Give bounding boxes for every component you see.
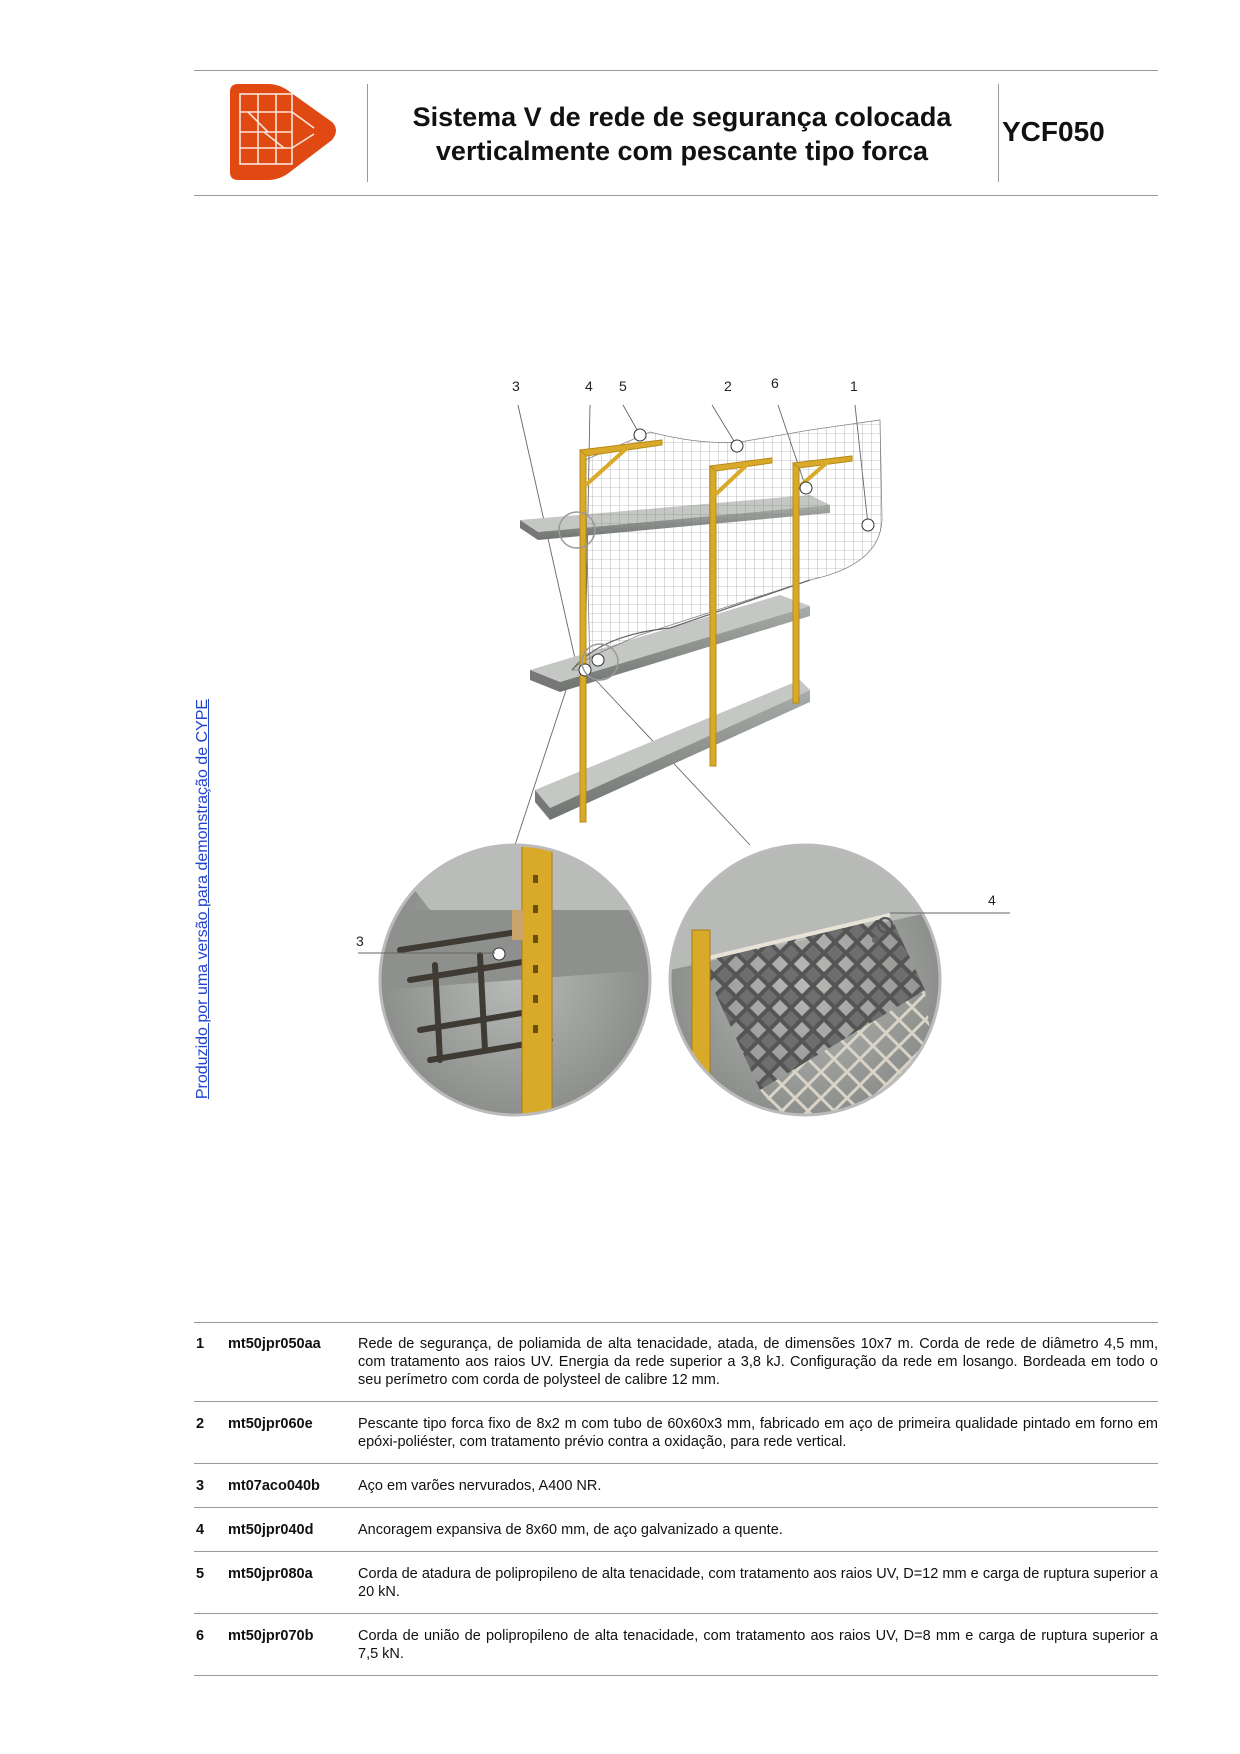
- row-description: Corda de união de polipropileno de alta tenacidade, com tratamento aos raios UV, D=8 mm e carga de ruptura superior a 7,5 kN.: [358, 1628, 1158, 1662]
- row-code: mt50jpr080a: [228, 1566, 313, 1582]
- row-description: Aço em varões nervurados, A400 NR.: [358, 1478, 602, 1494]
- title-line-2: verticalmente com pescante tipo forca: [435, 136, 929, 166]
- detail-label-4: 4: [988, 892, 996, 908]
- label-6: 6: [771, 375, 779, 391]
- row-code: mt50jpr040d: [228, 1522, 314, 1538]
- row-number: 3: [196, 1478, 205, 1494]
- row-number: 4: [196, 1522, 205, 1538]
- row-description: Ancoragem expansiva de 8x60 mm, de aço galvanizado a quente.: [358, 1522, 783, 1538]
- row-code: mt07aco040b: [228, 1478, 320, 1494]
- label-1: 1: [850, 378, 858, 394]
- demo-watermark-link[interactable]: Produzido por uma versão para demonstração de CYPE: [194, 698, 211, 1100]
- construction-illustration: [340, 370, 1020, 1170]
- row-code: mt50jpr050aa: [228, 1336, 321, 1352]
- label-3: 3: [512, 378, 520, 394]
- detail-net-anchorage: [670, 845, 940, 1120]
- row-number: 2: [196, 1416, 205, 1432]
- label-2: 2: [724, 378, 732, 394]
- table-row: [194, 1464, 1158, 1508]
- product-code: YCF050: [1002, 116, 1105, 147]
- row-code: mt50jpr070b: [228, 1628, 314, 1644]
- table-row: [194, 1614, 1158, 1676]
- header-separator-right: [998, 84, 999, 182]
- table-row: [194, 1402, 1158, 1464]
- row-description: Corda de atadura de polipropileno de alta tenacidade, com tratamento aos raios UV, D=12 mm e carga de ruptura superior a 20 kN.: [358, 1566, 1158, 1600]
- header-separator-left: [367, 84, 368, 182]
- header-top-rule: [194, 70, 1158, 71]
- ingredients-table: [194, 1322, 1158, 1676]
- title-line-1: Sistema V de rede de segurança colocada: [412, 102, 952, 132]
- row-number: 6: [196, 1628, 205, 1644]
- row-description: Pescante tipo forca fixo de 8x2 m com tubo de 60x60x3 mm, fabricado em aço de primeira qualidade pintado em forno em epóxi-poliéster, com tratamento prévio contra a oxidação, para rede vertical.: [358, 1416, 1158, 1450]
- row-number: 1: [196, 1336, 205, 1352]
- header-bottom-rule: [194, 195, 1158, 196]
- table-row: [194, 1322, 1158, 1402]
- page-title: [372, 100, 992, 168]
- row-code: mt50jpr060e: [228, 1416, 313, 1432]
- cype-logo-icon: [228, 82, 340, 182]
- table-row: [194, 1552, 1158, 1614]
- detail-label-3: 3: [356, 933, 364, 949]
- row-number: 5: [196, 1566, 205, 1582]
- label-4: 4: [585, 378, 593, 394]
- label-5: 5: [619, 378, 627, 394]
- row-description: Rede de segurança, de poliamida de alta tenacidade, atada, de dimensões 10x7 m. Corda de rede de diâmetro 4,5 mm, com tratamento aos raios UV. Energia da rede superior a 3,8 kJ. Configuração da rede em losango. Bordeada em todo o seu perímetro com corda de polysteel de calibre 12 mm.: [358, 1336, 1158, 1388]
- table-row: [194, 1508, 1158, 1552]
